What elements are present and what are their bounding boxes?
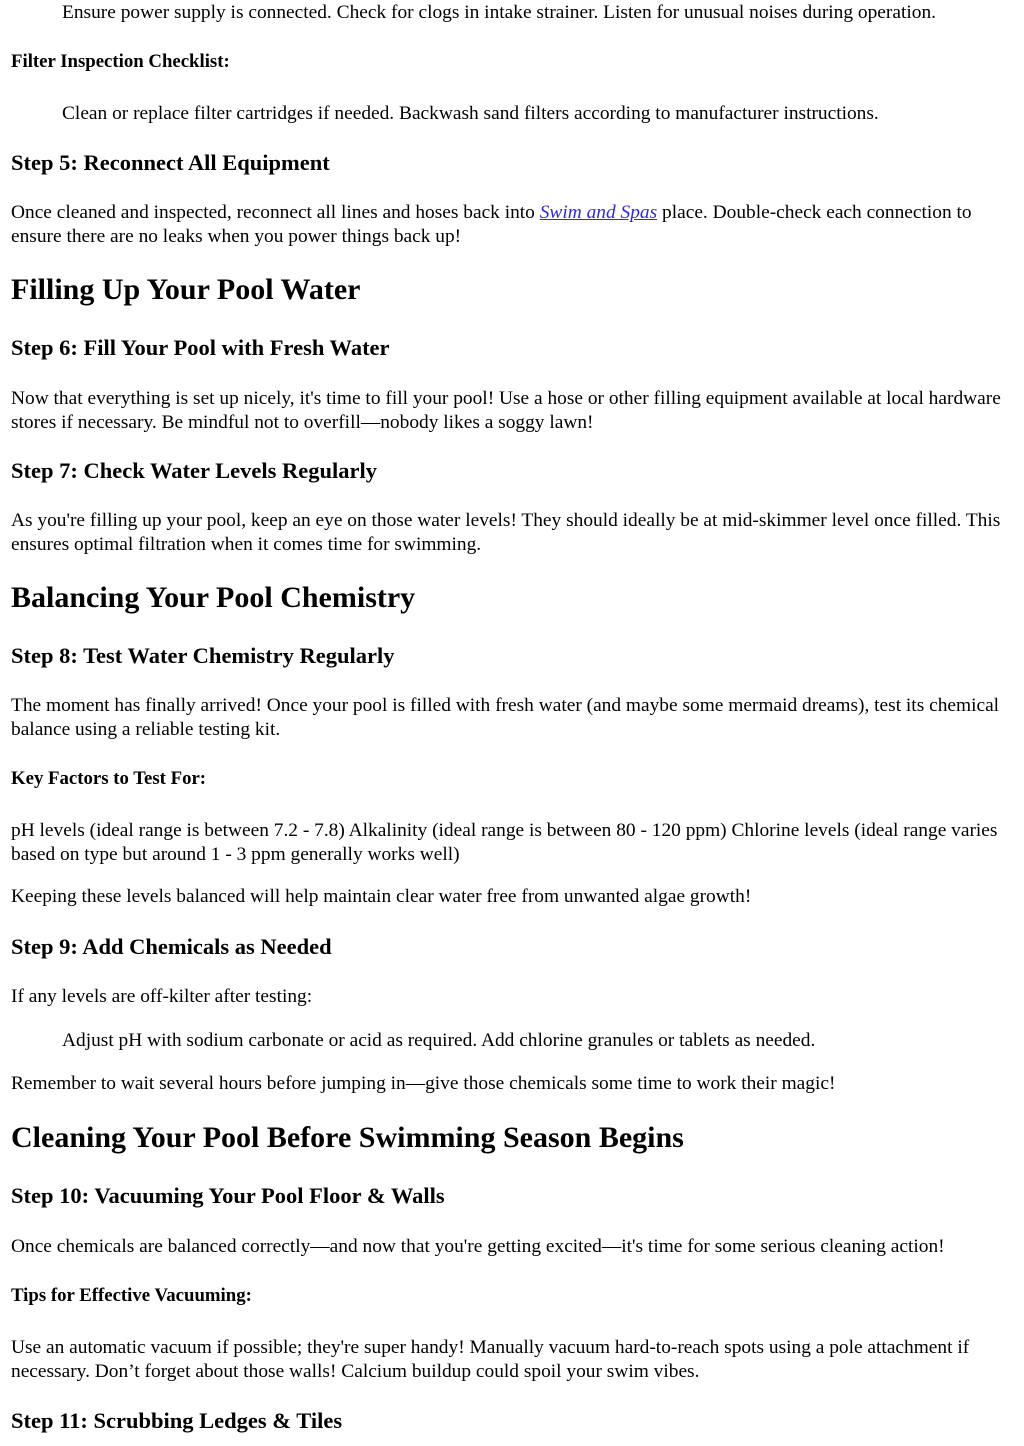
step6-text: Now that everything is set up nicely, it's time to fill your pool! Use a hose or other filling equipment available at local hardware stores if necessary. Be mindful not to overfill—nobody likes a soggy lawn!: [11, 388, 1001, 433]
step5-paragraph: [11, 201, 1015, 248]
balance-note: Keeping these levels balanced will help maintain clear water free from unwanted algae growth!: [11, 886, 752, 907]
filter-checklist-heading: Filter Inspection Checklist:: [11, 51, 230, 72]
step7-text: As you're filling up your pool, keep an eye on those water levels! They should ideally be at mid-skimmer level once filled. This ensures optimal filtration when it comes time for swimming.: [11, 510, 1001, 555]
step10-heading: Step 10: Vacuuming Your Pool Floor & Walls: [11, 1183, 445, 1208]
step10-text: Once chemicals are balanced correctly—and now that you're getting excited—it's time for some serious cleaning action!: [11, 1236, 945, 1257]
step9-heading: Step 9: Add Chemicals as Needed: [11, 934, 332, 959]
step5-text-after: place. Double-check each connection to ensure there are no leaks when you power things back up!: [11, 202, 972, 247]
filling-section-heading: Filling Up Your Pool Water: [11, 273, 361, 306]
step9-intro: If any levels are off-kilter after testing:: [11, 986, 313, 1007]
vacuum-tips-text: Use an automatic vacuum if possible; they're super handy! Manually vacuum hard-to-reach spots using a pole attachment if necessary. Don’t forget about those walls! Calcium buildup could spoil your swim vibes.: [11, 1337, 970, 1382]
step8-text: The moment has finally arrived! Once your pool is filled with fresh water (and maybe some mermaid dreams), test its chemical balance using a reliable testing kit.: [11, 695, 1000, 740]
step6-heading: Step 6: Fill Your Pool with Fresh Water: [11, 335, 390, 360]
key-factors-text: pH levels (ideal range is between 7.2 - 7.8) Alkalinity (ideal range is between 80 - 120 ppm) Chlorine levels (ideal range varies based on type but around 1 - 3 ppm generally works well): [11, 820, 998, 865]
key-factors-heading: Key Factors to Test For:: [11, 768, 207, 789]
step5-heading: Step 5: Reconnect All Equipment: [11, 150, 330, 175]
step5-text-before: Once cleaned and inspected, reconnect all lines and hoses back into: [11, 202, 540, 223]
step9-list-text: Adjust pH with sodium carbonate or acid as required. Add chlorine granules or tablets as needed.: [62, 1030, 816, 1051]
vacuum-tips-heading: Tips for Effective Vacuuming:: [11, 1285, 252, 1306]
cleaning-section-heading: Cleaning Your Pool Before Swimming Season Begins: [11, 1121, 684, 1154]
step11-heading: Step 11: Scrubbing Ledges & Tiles: [11, 1408, 343, 1433]
step7-heading: Step 7: Check Water Levels Regularly: [11, 458, 378, 483]
balancing-section-heading: Balancing Your Pool Chemistry: [11, 581, 416, 614]
pump-checklist-text: Ensure power supply is connected. Check for clogs in intake strainer. Listen for unusual noises during operation.: [62, 2, 936, 23]
step9-note: Remember to wait several hours before jumping in—give those chemicals some time to work their magic!: [11, 1073, 836, 1094]
filter-checklist-text: Clean or replace filter cartridges if needed. Backwash sand filters according to manufacturer instructions.: [62, 103, 879, 124]
swim-and-spas-link[interactable]: Swim and Spas: [539, 202, 658, 223]
step8-heading: Step 8: Test Water Chemistry Regularly: [11, 643, 395, 668]
